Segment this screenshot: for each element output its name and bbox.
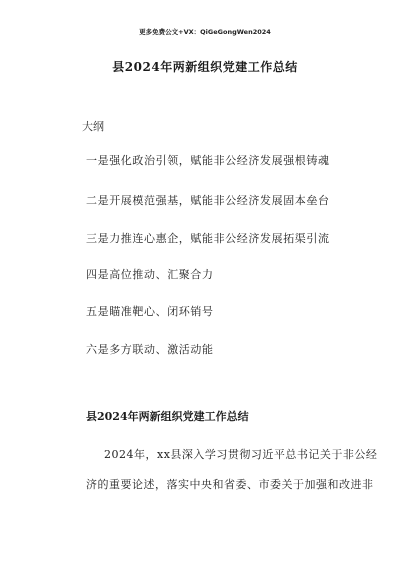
body-line-2: 济的重要论述，落实中央和省委、市委关于加强和改进非 [86,478,374,491]
outline-item-5: 五是瞄准靶心、闭环销号 [86,305,214,318]
outline-item-6: 六是多方联动、激活动能 [86,343,214,356]
outline-item-4: 四是高位推动、汇聚合力 [86,268,214,281]
outline-item-1: 一是强化政治引领，赋能非公经济发展强根铸魂 [86,154,330,167]
document-title: 县2024年两新组织党建工作总结 [112,60,298,74]
outline-item-3: 三是力推连心惠企，赋能非公经济发展拓渠引流 [86,232,330,245]
body-line-1: 2024年，xx县深入学习贯彻习近平总书记关于非公经 [104,448,378,461]
outline-heading: 大纲 [82,120,104,133]
outline-item-2: 二是开展模范强基，赋能非公经济发展固本垒台 [86,194,330,207]
section-title: 县2024年两新组织党建工作总结 [86,410,249,423]
header-note: 更多免费公文+VX：QiGeGongWen2024 [139,28,271,36]
